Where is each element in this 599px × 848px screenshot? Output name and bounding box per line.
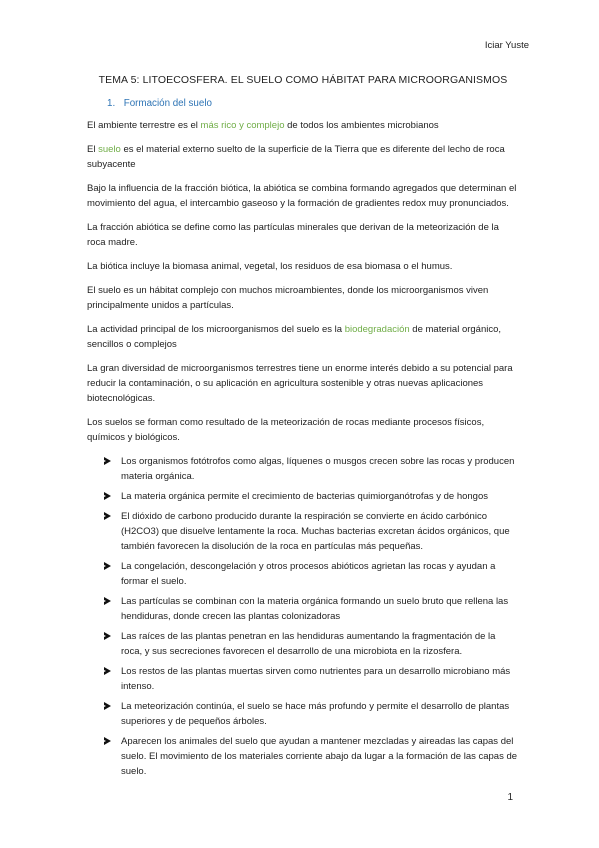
p1-highlight: más rico y complejo	[200, 120, 285, 131]
list-item	[87, 489, 519, 504]
p2-highlight: suelo	[98, 144, 121, 155]
list-item	[87, 594, 519, 624]
list-item	[87, 734, 519, 779]
header-author: Iciar Yuste	[484, 40, 529, 51]
list-item-text: La materia orgánica permite el crecimiento de bacterias quimiorganótrofas y de hongos	[121, 491, 489, 502]
bullet-list	[87, 454, 519, 779]
p7-highlight: biodegradación	[344, 324, 410, 335]
paragraph-4: La fracción abiótica se define como las partículas minerales que derivan de la meteorización de la roca madre.	[87, 222, 499, 248]
p7-text-after: de material orgánico, sencillos o complejos	[87, 324, 502, 350]
list-item	[87, 454, 519, 484]
p2-text-before: El	[87, 144, 99, 155]
arrow-bullet-icon	[104, 597, 111, 605]
list-item-text: Las raíces de las plantas penetran en las hendiduras aumentando la fragmentación de la roca, y sus secreciones favorecen el desarrollo de una microbiota en la rizosfera.	[121, 631, 496, 657]
paragraph-9: Los suelos se forman como resultado de la meteorización de rocas mediante procesos físicos, químicos y biológicos.	[87, 417, 485, 443]
list-item-text: Los organismos fotótrofos como algas, líquenes o musgos crecen sobre las rocas y producen materia orgánica.	[121, 456, 515, 482]
section-label: Formación del suelo	[123, 98, 212, 109]
list-item-text: El dióxido de carbono producido durante la respiración se convierte en ácido carbónico (H2CO3) que disuelve lentamente la roca. Muchas bacterias excretan ácidos orgánicos, que también favorecen la disolución de la roca en partículas más pequeñas.	[121, 511, 510, 552]
paragraph-5: La biótica incluye la biomasa animal, vegetal, los residuos de esa biomasa o el humus.	[87, 261, 453, 272]
list-item-text: Las partículas se combinan con la materia orgánica formando un suelo bruto que rellena las hendiduras, donde crecen las plantas colonizadoras	[121, 596, 509, 622]
p7-text-before: La actividad principal de los microorganismos del suelo es la	[87, 324, 345, 335]
arrow-bullet-icon	[104, 667, 111, 675]
list-item-text: La meteorización continúa, el suelo se hace más profundo y permite el desarrollo de plantas superiores y de pequeños árboles.	[121, 701, 510, 727]
paragraph-2	[87, 142, 519, 172]
paragraph-6: El suelo es un hábitat complejo con muchos microambientes, donde los microorganismos viven principalmente unidos a partículas.	[87, 285, 489, 311]
arrow-bullet-icon	[104, 562, 111, 570]
document-body	[87, 73, 519, 784]
list-item-text: La congelación, descongelación y otros procesos abióticos agrietan las rocas y ayudan a formar el suelo.	[121, 561, 496, 587]
arrow-bullet-icon	[104, 702, 111, 710]
page-number: 1	[507, 792, 513, 803]
list-item	[87, 629, 519, 659]
arrow-bullet-icon	[104, 632, 111, 640]
section-number: 1.	[107, 98, 116, 109]
page-title: TEMA 5: LITOECOSFERA. EL SUELO COMO HÁBITAT PARA MICROORGANISMOS	[98, 74, 508, 86]
list-item	[87, 664, 519, 694]
list-item	[87, 559, 519, 589]
paragraph-7	[87, 322, 519, 352]
arrow-bullet-icon	[104, 512, 111, 520]
list-item-text: Los restos de las plantas muertas sirven como nutrientes para un desarrollo microbiano más intenso.	[121, 666, 511, 692]
arrow-bullet-icon	[104, 492, 111, 500]
p1-text-before: El ambiente terrestre es el	[87, 120, 201, 131]
p1-text-after: de todos los ambientes microbianos	[284, 120, 439, 131]
list-item	[87, 699, 519, 729]
section-heading	[107, 96, 519, 111]
p2-text-after: es el material externo suelto de la superficie de la Tierra que es diferente del lecho de roca subyacente	[87, 144, 505, 170]
arrow-bullet-icon	[104, 737, 111, 745]
list-item	[87, 509, 519, 554]
arrow-bullet-icon	[104, 457, 111, 465]
paragraph-8: La gran diversidad de microorganismos terrestres tiene un enorme interés debido a su potencial para reducir la contaminación, o su aplicación en agricultura sostenible y otras nuevas aplicaciones biotecnológicas.	[87, 363, 513, 404]
list-item-text: Aparecen los animales del suelo que ayudan a mantener mezcladas y aireadas las capas del suelo. El movimiento de los materiales corriente abajo da lugar a la formación de las capas de suelo.	[121, 736, 518, 777]
paragraph-3: Bajo la influencia de la fracción biótica, la abiótica se combina formando agregados que determinan el movimiento del agua, el intercambio gaseoso y la formación de gradientes redox muy pronunciados.	[87, 183, 517, 209]
paragraph-1	[87, 118, 519, 133]
